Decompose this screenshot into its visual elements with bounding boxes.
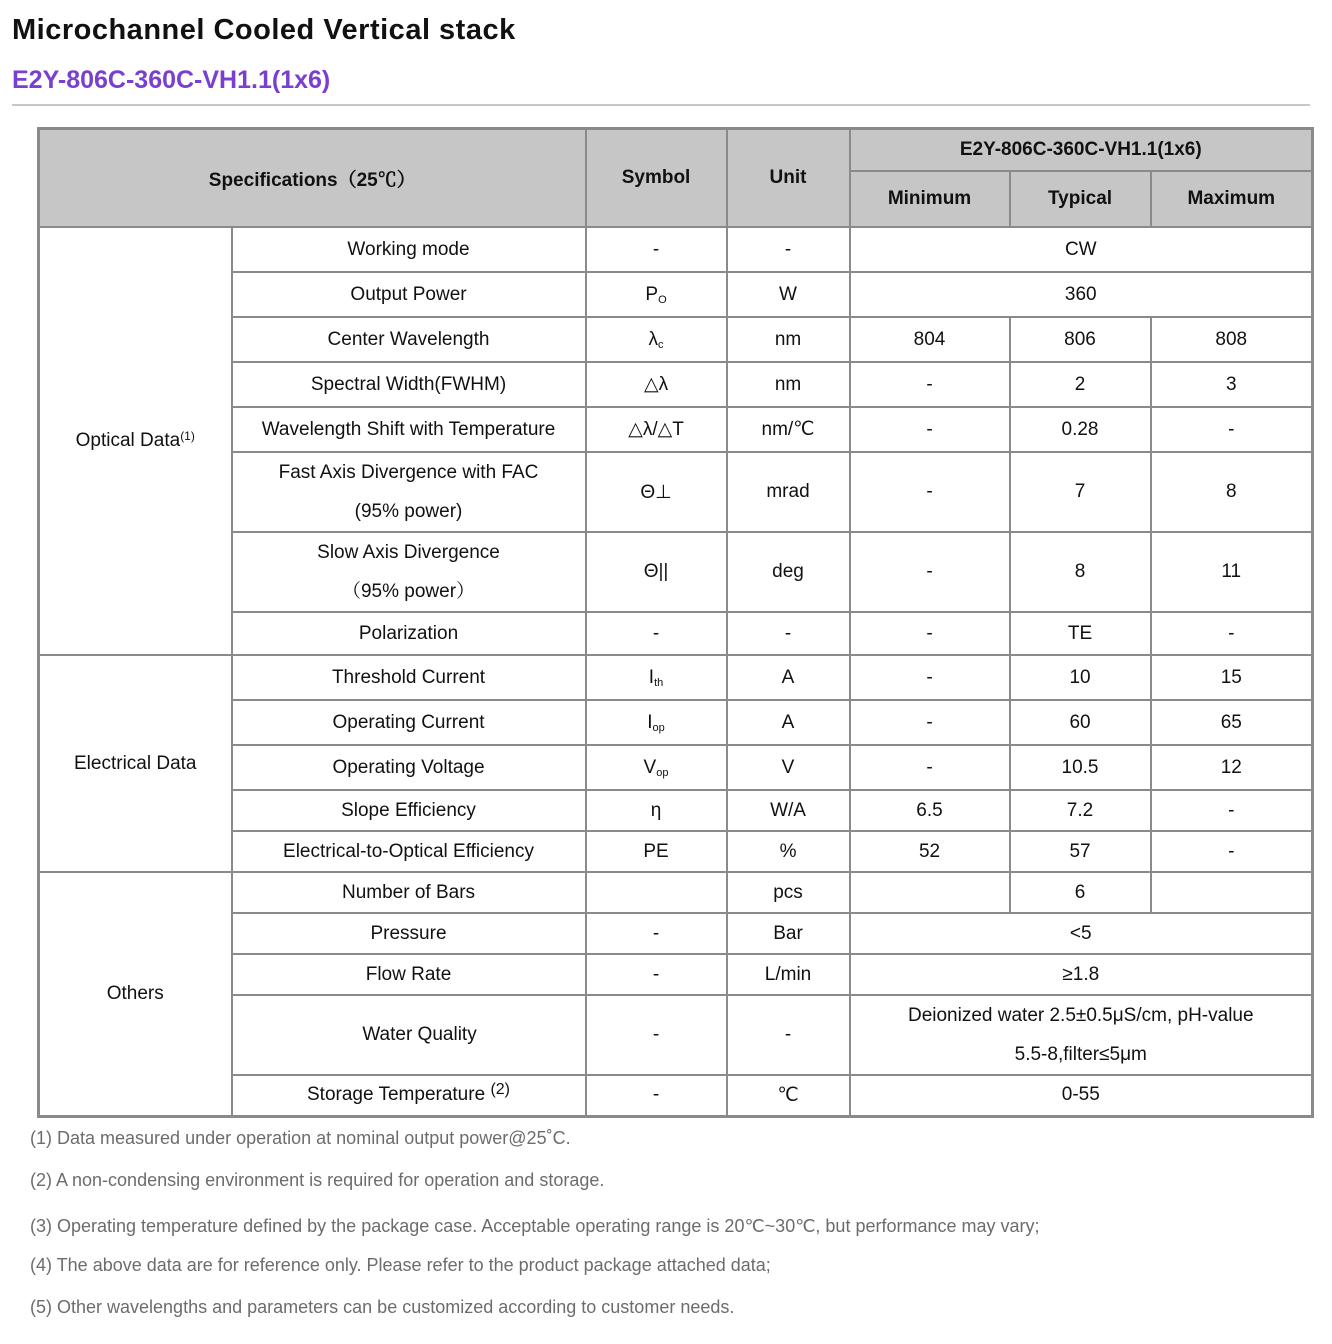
param-typ: 10.5 [1010, 745, 1151, 790]
param-max: - [1151, 831, 1313, 872]
param-unit: V [727, 745, 850, 790]
param-min: - [850, 452, 1010, 532]
param-value: 360 [850, 272, 1313, 317]
param-unit: - [727, 995, 850, 1075]
footnote: (1) Data measured under operation at nominal output power@25˚C. [30, 1128, 571, 1148]
header-unit: Unit [727, 129, 850, 228]
param-symbol: Θ⊥ [586, 452, 727, 532]
param-symbol [586, 872, 727, 913]
param-symbol: - [586, 995, 727, 1075]
param-min: - [850, 655, 1010, 700]
param-unit: % [727, 831, 850, 872]
param-max: 808 [1151, 317, 1313, 362]
param-max: 15 [1151, 655, 1313, 700]
param-max: 11 [1151, 532, 1313, 612]
param-unit: Bar [727, 913, 850, 954]
param-max: - [1151, 612, 1313, 655]
param-typ: 57 [1010, 831, 1151, 872]
param-min [850, 872, 1010, 913]
param-name: Spectral Width(FWHM) [232, 362, 586, 407]
param-unit: A [727, 655, 850, 700]
param-typ: 6 [1010, 872, 1151, 913]
param-value: ≥1.8 [850, 954, 1313, 995]
param-symbol: PE [586, 831, 727, 872]
param-typ: 2 [1010, 362, 1151, 407]
param-unit: L/min [727, 954, 850, 995]
footnote: (5) Other wavelengths and parameters can be customized according to customer needs. [30, 1297, 735, 1317]
param-min: - [850, 745, 1010, 790]
param-min: - [850, 700, 1010, 745]
param-min: 804 [850, 317, 1010, 362]
table-row [39, 872, 1313, 913]
param-typ: 0.28 [1010, 407, 1151, 452]
param-symbol: $I_{th}$ [586, 655, 727, 700]
param-symbol: △λ [586, 362, 727, 407]
param-unit: nm [727, 362, 850, 407]
footnote: (3) Operating temperature defined by the package case. Acceptable operating range is 20℃~30℃, but performance may vary; [30, 1216, 1040, 1236]
param-value: <5 [850, 913, 1313, 954]
param-value: CW [850, 227, 1313, 272]
group-electrical: Electrical Data [39, 655, 232, 872]
param-unit: A [727, 700, 850, 745]
header-spec: Specifications（25℃） [39, 129, 586, 228]
group-optical: Optical Data$^{(1)}$ [39, 227, 232, 655]
param-max: - [1151, 407, 1313, 452]
spec-table [37, 127, 1314, 1118]
param-symbol: $V_{op}$ [586, 745, 727, 790]
param-typ: 10 [1010, 655, 1151, 700]
param-unit: W [727, 272, 850, 317]
param-symbol: - [586, 227, 727, 272]
page-title: Microchannel Cooled Vertical stack [12, 14, 516, 46]
param-typ: 8 [1010, 532, 1151, 612]
param-symbol: $I_{op}$ [586, 700, 727, 745]
footnote: (2) A non-condensing environment is required for operation and storage. [30, 1170, 605, 1190]
param-typ: TE [1010, 612, 1151, 655]
header-maximum: Maximum [1151, 171, 1313, 227]
param-unit: - [727, 227, 850, 272]
header-row [39, 129, 1313, 172]
table-row [39, 227, 1313, 272]
param-name: Center Wavelength [232, 317, 586, 362]
param-name: Number of Bars [232, 872, 586, 913]
param-name: Slope Efficiency [232, 790, 586, 831]
param-value: 0-55 [850, 1075, 1313, 1116]
param-min: - [850, 407, 1010, 452]
param-symbol: - [586, 1075, 727, 1116]
param-name: Flow Rate [232, 954, 586, 995]
param-max: 65 [1151, 700, 1313, 745]
param-name: Electrical-to-Optical Efficiency [232, 831, 586, 872]
header-typical: Typical [1010, 171, 1151, 227]
param-symbol: Θ|| [586, 532, 727, 612]
param-unit: mrad [727, 452, 850, 532]
param-name: Operating Voltage [232, 745, 586, 790]
param-min: 6.5 [850, 790, 1010, 831]
param-unit: pcs [727, 872, 850, 913]
param-symbol: - [586, 612, 727, 655]
param-symbol: - [586, 913, 727, 954]
param-max: 8 [1151, 452, 1313, 532]
footnote: (4) The above data are for reference only. Please refer to the product package attached data; [30, 1255, 771, 1275]
param-name: Threshold Current [232, 655, 586, 700]
param-unit: W/A [727, 790, 850, 831]
param-name: Pressure [232, 913, 586, 954]
param-name: Slow Axis Divergence （95% power） [232, 532, 586, 612]
param-min: 52 [850, 831, 1010, 872]
param-typ: 806 [1010, 317, 1151, 362]
param-unit: - [727, 612, 850, 655]
table-row [39, 655, 1313, 700]
param-name: Operating Current [232, 700, 586, 745]
param-symbol: △λ/△T [586, 407, 727, 452]
param-typ: 7 [1010, 452, 1151, 532]
param-value: Deionized water 2.5±0.5μS/cm, pH-value 5.5-8,filter≤5μm [850, 995, 1313, 1075]
group-others: Others [39, 872, 232, 1116]
param-symbol: $\lambda_c$ [586, 317, 727, 362]
param-name: Working mode [232, 227, 586, 272]
header-minimum: Minimum [850, 171, 1010, 227]
optical-footnote-ref: (1) [180, 429, 195, 443]
param-min: - [850, 612, 1010, 655]
model-subtitle: E2Y-806C-360C-VH1.1(1x6) [12, 66, 331, 94]
param-name: Storage Temperature $^{(2)}$ [232, 1075, 586, 1116]
param-name: Fast Axis Divergence with FAC (95% power) [232, 452, 586, 532]
param-min: - [850, 362, 1010, 407]
header-symbol: Symbol [586, 129, 727, 228]
param-max: 12 [1151, 745, 1313, 790]
param-name: Water Quality [232, 995, 586, 1075]
param-name: Polarization [232, 612, 586, 655]
param-symbol: $P_O$ [586, 272, 727, 317]
param-unit: deg [727, 532, 850, 612]
param-name: Wavelength Shift with Temperature [232, 407, 586, 452]
param-max [1151, 872, 1313, 913]
param-unit: nm/℃ [727, 407, 850, 452]
param-typ: 60 [1010, 700, 1151, 745]
param-typ: 7.2 [1010, 790, 1151, 831]
param-max: 3 [1151, 362, 1313, 407]
header-model: E2Y-806C-360C-VH1.1(1x6) [850, 129, 1313, 172]
param-symbol: η [586, 790, 727, 831]
title-divider [12, 104, 1310, 106]
param-symbol: - [586, 954, 727, 995]
param-max: - [1151, 790, 1313, 831]
param-min: - [850, 532, 1010, 612]
param-name: Output Power [232, 272, 586, 317]
param-unit: nm [727, 317, 850, 362]
param-unit: ℃ [727, 1075, 850, 1116]
